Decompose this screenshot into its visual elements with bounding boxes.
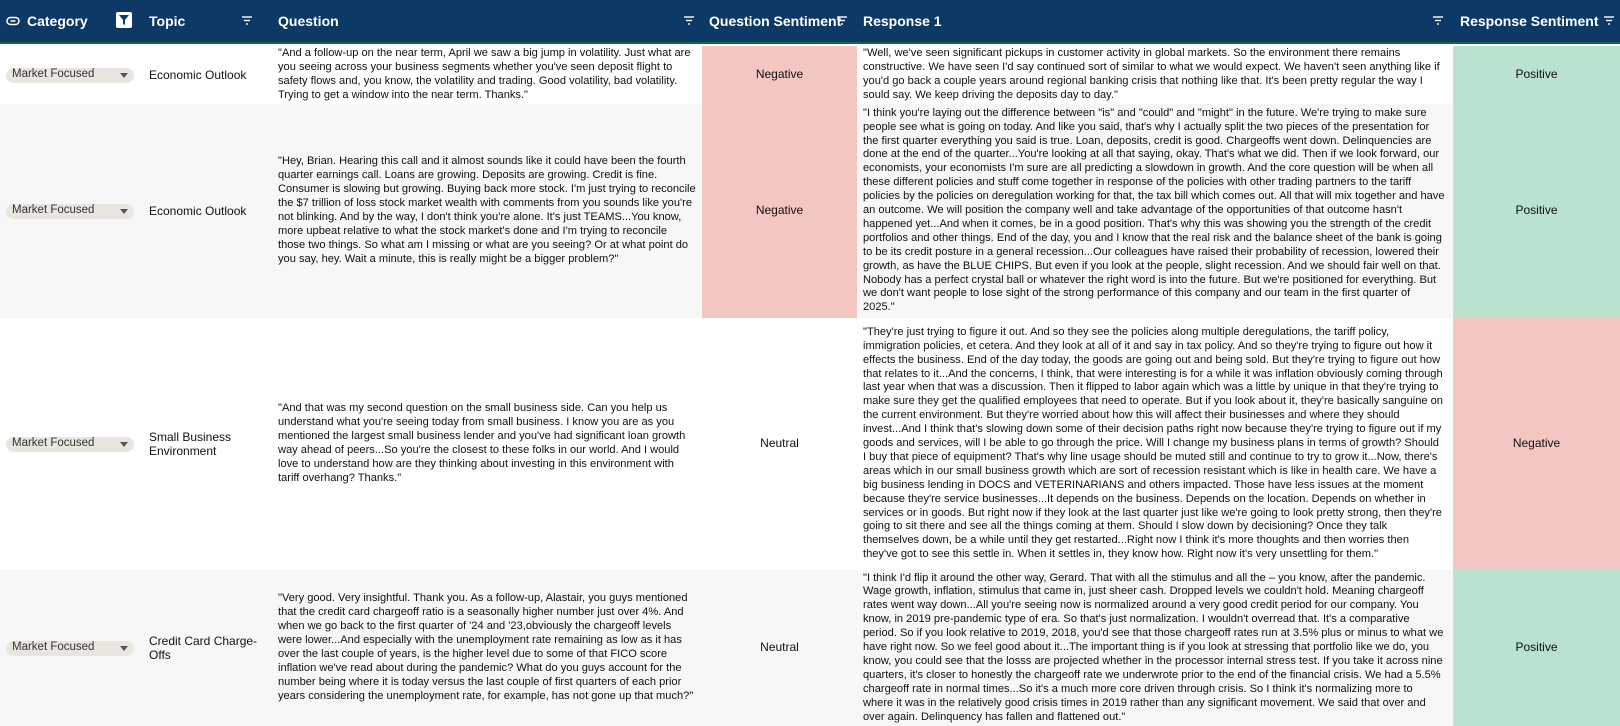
question-sentiment-cell[interactable]: Neutral	[760, 640, 799, 655]
response-text: "Well, we've seen significant pickups in customer activity in global markets. So the environment there remains constructive. We have seen I'd say continued sort of similar to what we would expect. We haven't seen anything like if you'd go back a couple years around regional banking crisis that nothing like that. It's been pretty regular the way I sould say. We keep driving the deposits day to day."	[863, 47, 1440, 101]
response-cell[interactable]	[857, 570, 1453, 726]
topic-cell[interactable]: Small Business Environment	[149, 430, 232, 458]
category-cell[interactable]	[0, 104, 140, 318]
category-cell[interactable]	[0, 318, 140, 570]
chevron-down-icon	[120, 209, 128, 214]
category-dropdown[interactable]	[6, 204, 134, 219]
table-header	[0, 0, 1620, 44]
question-cell[interactable]	[264, 570, 702, 726]
response-sentiment-cell[interactable]: Positive	[1453, 104, 1620, 318]
table-row[interactable]	[0, 318, 1620, 570]
category-cell[interactable]	[0, 570, 140, 726]
topic-cell[interactable]: Economic Outlook	[149, 204, 247, 218]
question-cell[interactable]	[264, 104, 702, 318]
filter-icon[interactable]	[240, 13, 254, 27]
question-cell[interactable]	[264, 318, 702, 570]
category-dropdown[interactable]	[6, 641, 134, 656]
topic-cell[interactable]: Economic Outlook	[149, 68, 247, 82]
response-sentiment-cell[interactable]: Negative	[1453, 318, 1620, 570]
question-text: "Very good. Very insightful. Thank you. As a follow-up, Alastair, you guys mentioned that the credit card chargeoff ratio is a seasonally higher number just over 4%. And when we go back to the first quarter of '24 and '23,obviously the chargeoff levels were lower...And especially with the unemployment rate remaining as low as it has over the last couple of years, is the higher level due to some of that FICO score inflation we've read about during the pandemic? What do you guys account for the number being where it is today versus the last couple of first quarters of each prior years considering the unemployment rate, for example, has not gone up that much?"	[278, 592, 694, 702]
chevron-down-icon	[120, 73, 128, 78]
column-header-response[interactable]	[857, 0, 1453, 42]
response-text: "I think I'd flip it around the other way, Gerard. That with all the stimulus and all the – you know, after the pandemic. Wage growth, inflation, stimulus that came in, just sheer cash. Dropped levels we couldn't hold. Meaning chargeoff rates went way down...All you're seeing now is normalized around a very good credit period for our company. You know, in 2019 pre-pandemic type of era. So that's just normalization. I wouldn't overread that. It's a comparative period. So if you look relative to 2019, 2018, you'd see that those chargeoff rates run at 3.5% plus or minus to what we have right now. So we feel good about it...The important thing is if you look at stressing that portfolio like we do, you know, you could see that the losss are projected whether in the processor internal stress test. If you take it across nine quarters, it's closer to honestly the chargeoff rate we underwrote prior to the end of the financial crisis. We had a 5.5% chargeoff rate in normal times...So it's a much more core driven through crisis. So I think it's normalizing more to where it was in the relatively good crisis times in 2019 rather than any significant movement. We said that over and over again. Delinquency has fallen and flattened out."	[863, 571, 1444, 723]
response-cell[interactable]	[857, 318, 1453, 570]
response-header-label: Response 1	[863, 13, 942, 29]
column-header-question-sentiment[interactable]	[702, 0, 857, 42]
category-value: Market Focused	[12, 68, 95, 81]
response-sentiment-cell[interactable]: Positive	[1453, 46, 1620, 104]
question-text: "Hey, Brian. Hearing this call and it almost sounds like it could have been the fourth quarter earnings call. Loans are growing. Deposits are growing. Credit is fine. Consumer is slowing but growing. Buying back more stock. I'm just trying to reconcile the $7 trillion of loss stock market wealth with comments from you sounds like you're not blinking. And by the way, I don't think you're alone. It's just TEAMS...You know, more upbeat relative to what the stock market's done and I'm trying to reconcile those two things. So what am I missing or what are you seeing? Or at what point do you say, hey. Wait a minute, this is really might be a bigger problem?"	[278, 155, 696, 265]
question-cell[interactable]	[264, 46, 702, 104]
chevron-down-icon	[120, 442, 128, 447]
question-header-label: Question	[278, 13, 339, 29]
column-header-category[interactable]	[0, 0, 140, 42]
response-sentiment-cell[interactable]: Positive	[1453, 570, 1620, 726]
category-dropdown[interactable]	[6, 68, 134, 83]
link-icon	[6, 14, 20, 28]
question-sentiment-cell[interactable]: Neutral	[760, 436, 799, 451]
response-cell[interactable]	[857, 46, 1453, 104]
response-text: "I think you're laying out the difference between "is" and "could" and "might" in the future. We're trying to make sure people see what is going on today. And like you said, that's why I actually split the two pieces of the presentation for the first quarter everything you said is true. Loan, deposits, credit is good. Chargeoffs went down. Delinquencies are done at the end of the quarter...You're looking at all that saying, okay. That's what we did. Then if we look forward, our economists, your economists I'm sure are all predicting a slowdown in growth. And the core question will be when all these different policies and stuff come together in response of the policies with other trading partners to the tariff policies by the policies on deregulation working for that, the tax bill which comes out. All that will mix together and have an outcome. We will position the company well and take advantage of the opportunities of that outcome hasn't happened yet...And when it comes, be in a good position. That's why this was showing you the strength of the credit portfolios and other things. End of the day, you and I know that the real risk and the balance sheet of the bank is going to be its credit posture in a general recession...Our colleagues have raised their probability of recession, lowered their growth, as have the BLUE CHIPS. But even if you look at the people, slight recession. And we should fair well on that. Nobody has a perfect crystal ball or whatever the right word is into the future. But we're positioned for everything. But we don't want people to lose sight of the strong performance of this company and our team in the first quarter of 2025."	[863, 106, 1445, 314]
category-dropdown[interactable]	[6, 437, 134, 452]
table-row[interactable]	[0, 104, 1620, 318]
table-row[interactable]	[0, 46, 1620, 104]
question-sentiment-cell[interactable]: Negative	[702, 104, 857, 318]
filter-icon[interactable]	[682, 13, 696, 27]
column-header-response-sentiment[interactable]	[1453, 0, 1620, 42]
response-sentiment-header-label: Response Sentiment	[1460, 13, 1599, 29]
topic-header-label: Topic	[149, 13, 186, 29]
response-text: "They're just trying to figure it out. And so they see the policies along multiple deregulations, the tariff policy, immigration policies, et cetera. And they look at all of it and say in tax policy. And so they're trying to figure out how it effects the business. End of the day today, the goods are going out and being sold. But they're trying to figure out how that relates to it...And the concerns, I think, that were interesting is for a while it was inflation obviously coming through last year when that was a discussion. Then it flipped to labor again which was a little by unique in that they're trying to make sure they get the qualified employees that need to operate. But if you look about it, they're basically sanguine on the current environment. But they're worried about how this will affect their businesses and where they should invest...And I think that's slowing down some of their decision paths right now because they're trying to figure out if my goods and services, will I be able to go through the price. Will I change my business plans in terms of growth? Should I buy that piece of equipment? That's why line usage should be muted still and continue to try to grow it...Now, there's areas which in our small business growth which are sort of recession resistant which is like in health care. We have a big business lending in DOCS and VETERINARIANS and others impacted. Those have less issues at the moment because they're service businesses...It depends on the business. Depends on the location. Depends on whether in services or in goods. But right now if they look at the last quarter just like we're going to look pretty strong, then they're going to sit there and see all the things coming at them. Should I slow down by decisioning? Once they talk themselves down, be a while until they get restarted...Right now I think it's more thoughts and then worries then they've got to see this settle in. When it settles in, they know how. Right now it's very unsettling for them."	[863, 325, 1443, 561]
category-value: Market Focused	[12, 204, 95, 217]
column-header-topic[interactable]	[140, 0, 264, 42]
category-value: Market Focused	[12, 641, 95, 654]
filter-icon[interactable]	[835, 13, 849, 27]
category-value: Market Focused	[12, 437, 95, 450]
chevron-down-icon	[120, 646, 128, 651]
question-sentiment-cell[interactable]: Negative	[702, 46, 857, 104]
filter-icon[interactable]	[1602, 13, 1616, 27]
question-text: "And that was my second question on the small business side. Can you help us understand what you're seeing today from small business. I know you are as you mentioned the largest small business lender and you've had significant loan growth way ahead of peers...So you're the closest to these folks in our world. And I would love to understand how are they thinking about investing in this environment with tariff overhang? Thanks."	[278, 402, 686, 484]
category-cell[interactable]	[0, 46, 140, 104]
filter-icon[interactable]	[1431, 13, 1445, 27]
question-text: "And a follow-up on the near term, April we saw a big jump in volatility. Just what are you seeing across your business segments whether you've seen deposit flight to safety flows and, you know, the volatility and trading. Good volatility, bad volatility. Trying to get a window into the near term. Thanks."	[278, 47, 691, 101]
column-header-question[interactable]	[264, 0, 702, 42]
response-cell[interactable]	[857, 104, 1453, 318]
question-sentiment-header-label: Question Sentiment	[709, 13, 842, 29]
topic-cell[interactable]: Credit Card Charge-Offs	[149, 634, 258, 662]
table-row[interactable]	[0, 570, 1620, 726]
filter-active-icon[interactable]	[116, 12, 132, 28]
category-header-label: Category	[27, 13, 88, 29]
